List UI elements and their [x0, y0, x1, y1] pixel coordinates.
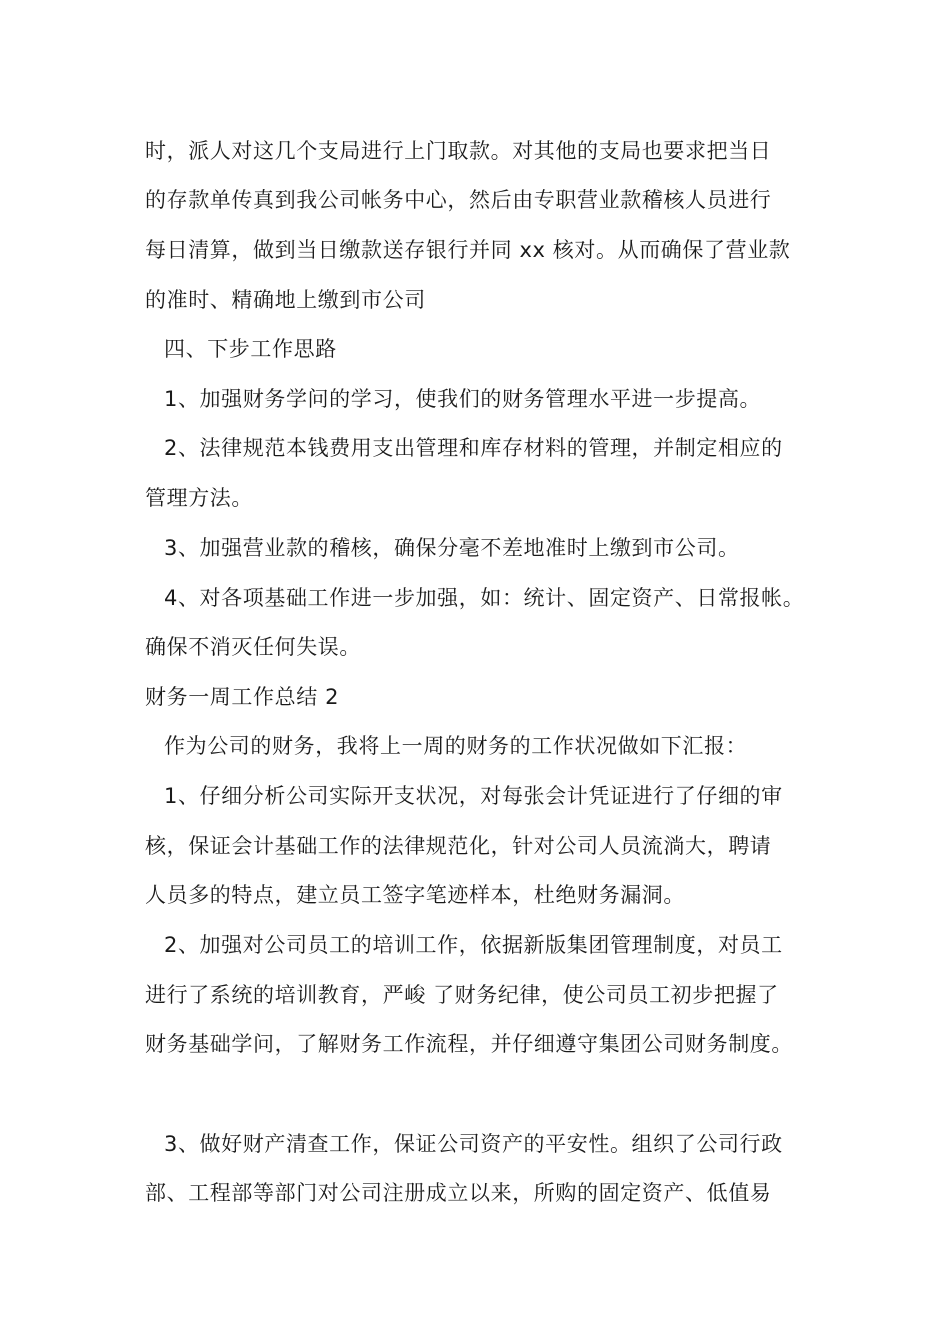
paragraph-line: 作为公司的财务，我将上一周的财务的工作状况做如下汇报：	[164, 734, 748, 758]
paragraph-line: 部、工程部等部门对公司注册成立以来，所购的固定资产、低值易	[145, 1181, 772, 1205]
list-item: 3、加强营业款的稽核，确保分毫不差地准时上缴到市公司。	[164, 536, 740, 560]
paragraph-line: 进行了系统的培训教育，严峻 了财务纪律，使公司员工初步把握了	[145, 983, 779, 1007]
list-item: 3、做好财产清查工作，保证公司资产的平安性。组织了公司行政	[164, 1132, 783, 1156]
paragraph-line: 财务基础学问，了解财务工作流程，并仔细遵守集团公司财务制度。	[145, 1032, 793, 1056]
paragraph-line: 的存款单传真到我公司帐务中心，然后由专职营业款稽核人员进行	[145, 188, 772, 212]
paragraph-line: 的准时、精确地上缴到市公司	[145, 288, 426, 312]
paragraph-line: 每日清算，做到当日缴款送存银行并同 xx 核对。从而确保了营业款	[145, 238, 791, 262]
paragraph-line: 时，派人对这几个支局进行上门取款。对其他的支局也要求把当日	[145, 139, 772, 163]
list-item: 2、法律规范本钱费用支出管理和库存材料的管理，并制定相应的	[164, 436, 783, 460]
paragraph-line: 核，保证会计基础工作的法律规范化，针对公司人员流淌大，聘请	[145, 834, 772, 858]
paragraph-line: 管理方法。	[145, 486, 253, 510]
section-heading: 四、下步工作思路	[164, 337, 337, 361]
document-title: 财务一周工作总结 2	[145, 685, 340, 709]
list-item: 4、对各项基础工作进一步加强，如：统计、固定资产、日常报帐。	[164, 586, 805, 610]
paragraph-line: 人员多的特点，建立员工签字笔迹样本，杜绝财务漏洞。	[145, 883, 685, 907]
list-item: 2、加强对公司员工的培训工作，依据新版集团管理制度，对员工	[164, 933, 783, 957]
list-item: 1、加强财务学问的学习，使我们的财务管理水平进一步提高。	[164, 387, 762, 411]
list-item: 1、仔细分析公司实际开支状况，对每张会计凭证进行了仔细的审	[164, 784, 783, 808]
paragraph-line: 确保不消灭任何失误。	[145, 635, 361, 659]
